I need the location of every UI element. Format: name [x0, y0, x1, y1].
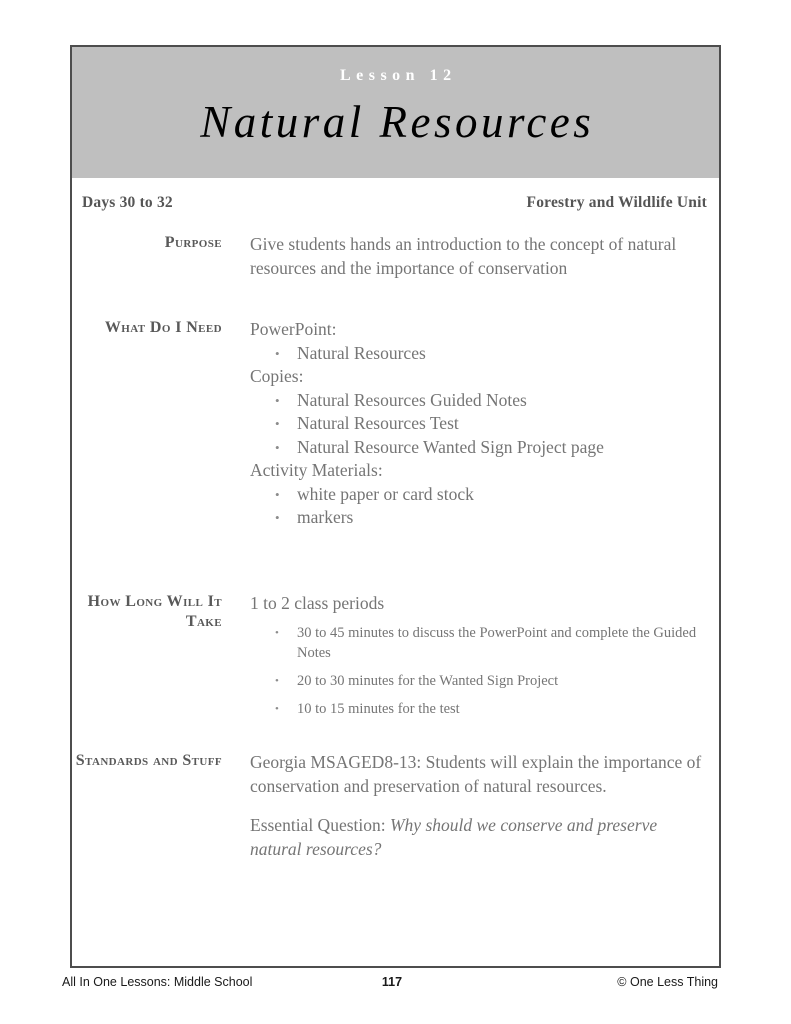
page-number: 117 [381, 975, 403, 989]
standard-text: Georgia MSAGED8-13: Students will explain the importance of conservation and preservation of natural resources. [250, 752, 702, 796]
list-item: • white paper or card stock [250, 483, 709, 507]
materials-group-heading: Activity Materials: [250, 460, 383, 480]
section-body-purpose [250, 233, 719, 280]
section-what-do-i-need [72, 318, 719, 530]
section-standards-and-stuff [72, 751, 719, 861]
materials-list [250, 342, 709, 366]
materials-list [250, 389, 709, 460]
materials-group-heading: Copies: [250, 366, 304, 386]
materials-group-heading: PowerPoint: [250, 319, 337, 339]
materials-list [250, 483, 709, 530]
lesson-number: Lesson 12 [339, 67, 457, 84]
section-purpose [72, 233, 719, 280]
list-item: • Natural Resources Guided Notes [250, 389, 709, 413]
purpose-text: Give students hands an introduction to the concept of natural resources and the importance of conservation [250, 234, 677, 278]
section-body-how-long-will-it-take [250, 592, 719, 720]
list-item: • markers [250, 506, 709, 530]
page-footer [62, 975, 718, 995]
footer-left-text: All In One Lessons: Middle School [62, 975, 253, 989]
section-label-what-do-i-need: What Do I Need [104, 319, 222, 336]
section-label-purpose: Purpose [164, 234, 222, 251]
list-item: • Natural Resources [250, 342, 709, 366]
duration-lead: 1 to 2 class periods [250, 592, 385, 613]
section-body-standards-and-stuff [250, 751, 719, 861]
essential-question-text: Why should we conserve and preserve natural resources? [250, 815, 658, 859]
section-label-how-long-will-it-take: How Long Will It Take [87, 592, 222, 630]
list-item: • 10 to 15 minutes for the test [250, 699, 709, 719]
unit-name: Forestry and Wildlife Unit [526, 194, 707, 211]
lesson-page-box [70, 45, 721, 968]
unit-line [82, 194, 707, 212]
list-item: • 20 to 30 minutes for the Wanted Sign Project [250, 671, 709, 691]
days-range: Days 30 to 32 [82, 194, 173, 211]
section-how-long-will-it-take [72, 592, 719, 720]
list-item: • Natural Resources Test [250, 412, 709, 436]
page-title: Natural Resources [200, 97, 595, 147]
lesson-sections [72, 233, 719, 861]
section-body-what-do-i-need [250, 318, 719, 530]
footer-copyright: © One Less Thing [617, 975, 718, 989]
lesson-header-band [72, 47, 719, 178]
list-item: • 30 to 45 minutes to discuss the PowerPoint and complete the Guided Notes [250, 623, 709, 663]
essential-question-prefix: Essential Question: [250, 815, 390, 835]
section-label-standards-and-stuff: Standards and Stuff [75, 752, 222, 769]
essential-question [250, 814, 709, 861]
duration-list [250, 623, 709, 719]
list-item: • Natural Resource Wanted Sign Project page [250, 436, 709, 460]
